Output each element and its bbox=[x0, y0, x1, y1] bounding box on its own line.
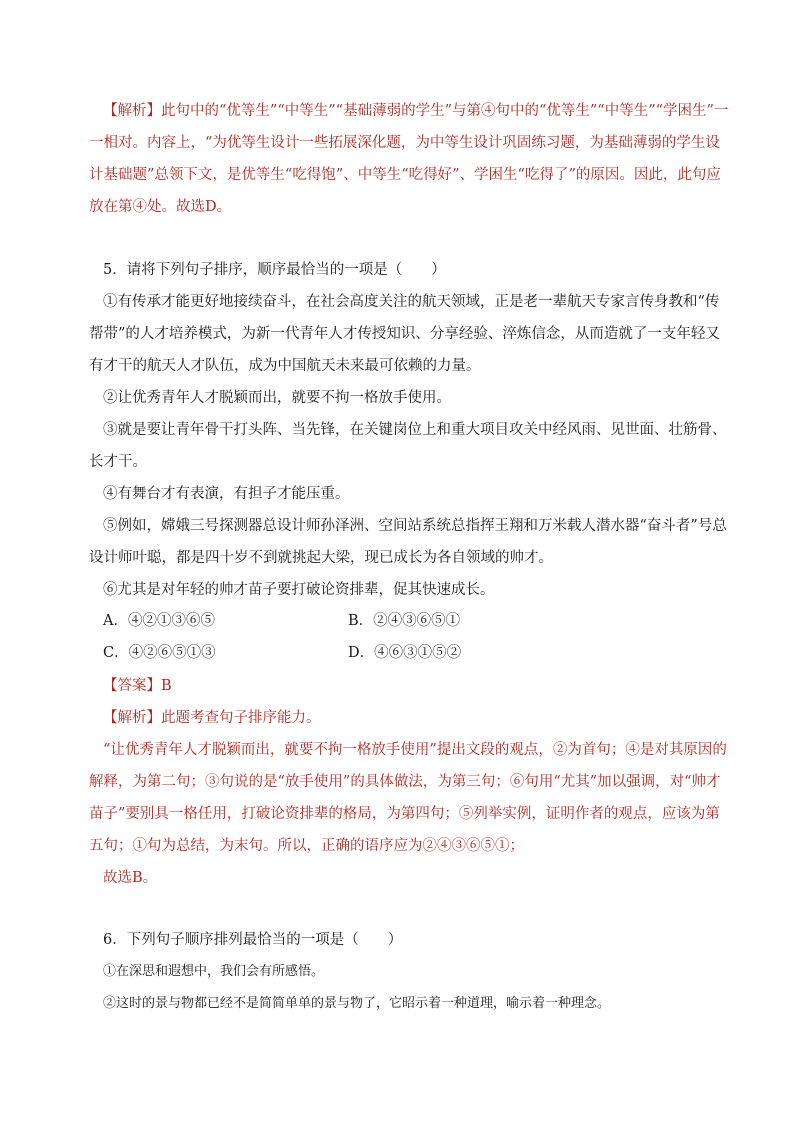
option-value: ②④③⑥⑤① bbox=[373, 613, 461, 629]
q5-sentence-4: ④有舞台才有表演，有担子才能压重。 bbox=[103, 486, 350, 502]
answer-label: 【答案】 bbox=[103, 678, 161, 694]
analysis-text: 此句中的“优等生”“中等生”“基础薄弱的学生”与第④句中的“优等生”“中等生”“学困生”一一相对。内容上，“为优等生设计一些拓展深化题，为中等生设计巩固练习题，为基础薄弱的学生设计基础题”总领下文，是优等生“吃得饱”、中等生“吃得好”、学困生“吃得了”的原因。因此，此句应放在第④处。故选D。 bbox=[89, 103, 729, 215]
q5-sentence-2: ②让优秀青年人才脱颖而出，就要不拘一格放手使用。 bbox=[103, 390, 451, 406]
option-key: A． bbox=[103, 613, 128, 629]
option-value: ④⑥③①⑤② bbox=[374, 645, 462, 661]
previous-analysis bbox=[89, 95, 729, 223]
option-key: C． bbox=[103, 645, 129, 661]
q5-analysis-intro bbox=[89, 702, 709, 734]
option-key: B． bbox=[348, 613, 374, 629]
q5-option-d bbox=[348, 643, 461, 663]
option-value: ④②⑥⑤①③ bbox=[128, 645, 216, 661]
answer-value: B bbox=[161, 678, 172, 694]
option-value: ④②①③⑥⑤ bbox=[127, 613, 215, 629]
q6-sentence-2: ②这时的景与物都已经不是简简单单的景与物了，它昭示着一种道理，喻示着一种理念。 bbox=[103, 996, 611, 1011]
q5-option-a bbox=[103, 611, 215, 631]
q5-sentence-5: ⑤例如，嫦娥三号探测器总设计师孙泽洲、空间站系统总指挥王翔和万米载人潜水器“奋斗者”号总设计师叶聪，都是四十岁不到就挑起大梁，现已成长为各自领域的帅才。 bbox=[89, 518, 727, 566]
q5-sentence-3: ③就是要让青年骨干打头阵、当先锋，在关键岗位上和重大项目攻关中经风雨、见世面、壮筋骨、长才干。 bbox=[89, 422, 727, 470]
analysis-intro-text: 此题考查句子排序能力。 bbox=[161, 710, 321, 726]
q6-stem: 6．下列句子顺序排列最恰当的一项是（ ） bbox=[103, 932, 403, 948]
option-key: D． bbox=[348, 645, 375, 661]
q5-sentence-1: ①有传承才能更好地接续奋斗，在社会高度关注的航天领域，正是老一辈航天专家言传身教和“传帮带”的人才培养模式，为新一代青年人才传授知识、分享经验、淬炼信念，从而造就了一支年轻又有才干的航天人才队伍，成为中国航天未来最可依赖的力量。 bbox=[89, 294, 720, 374]
q5-option-b bbox=[348, 611, 460, 631]
q5-stem: 5．请将下列句子排序，顺序最恰当的一项是（ ） bbox=[103, 262, 446, 278]
q6-sentence-1: ①在深思和遐想中，我们会有所感悟。 bbox=[103, 964, 325, 979]
analysis-label: 【解析】 bbox=[103, 103, 161, 119]
q5-answer bbox=[89, 670, 709, 702]
q5-sentence-6: ⑥尤其是对年轻的帅才苗子要打破论资排辈，促其快速成长。 bbox=[103, 582, 495, 598]
q5-analysis-body: “让优秀青年人才脱颖而出，就要不拘一格放手使用”提出文段的观点，②为首句；④是对其原因的解释，为第二句；③句说的是“放手使用”的具体做法，为第三句；⑥句用“尤其”加以强调，对“帅才苗子”要别具一格任用，打破论资排辈的格局，为第四句；⑤列举实例，证明作者的观点，应该为第五句；①句为总结，为末句。所以，正确的语序应为②④③⑥⑤①； bbox=[89, 742, 727, 854]
q5-conclusion: 故选B。 bbox=[103, 870, 158, 886]
q5-option-c bbox=[103, 643, 216, 663]
analysis-label: 【解析】 bbox=[103, 710, 161, 726]
